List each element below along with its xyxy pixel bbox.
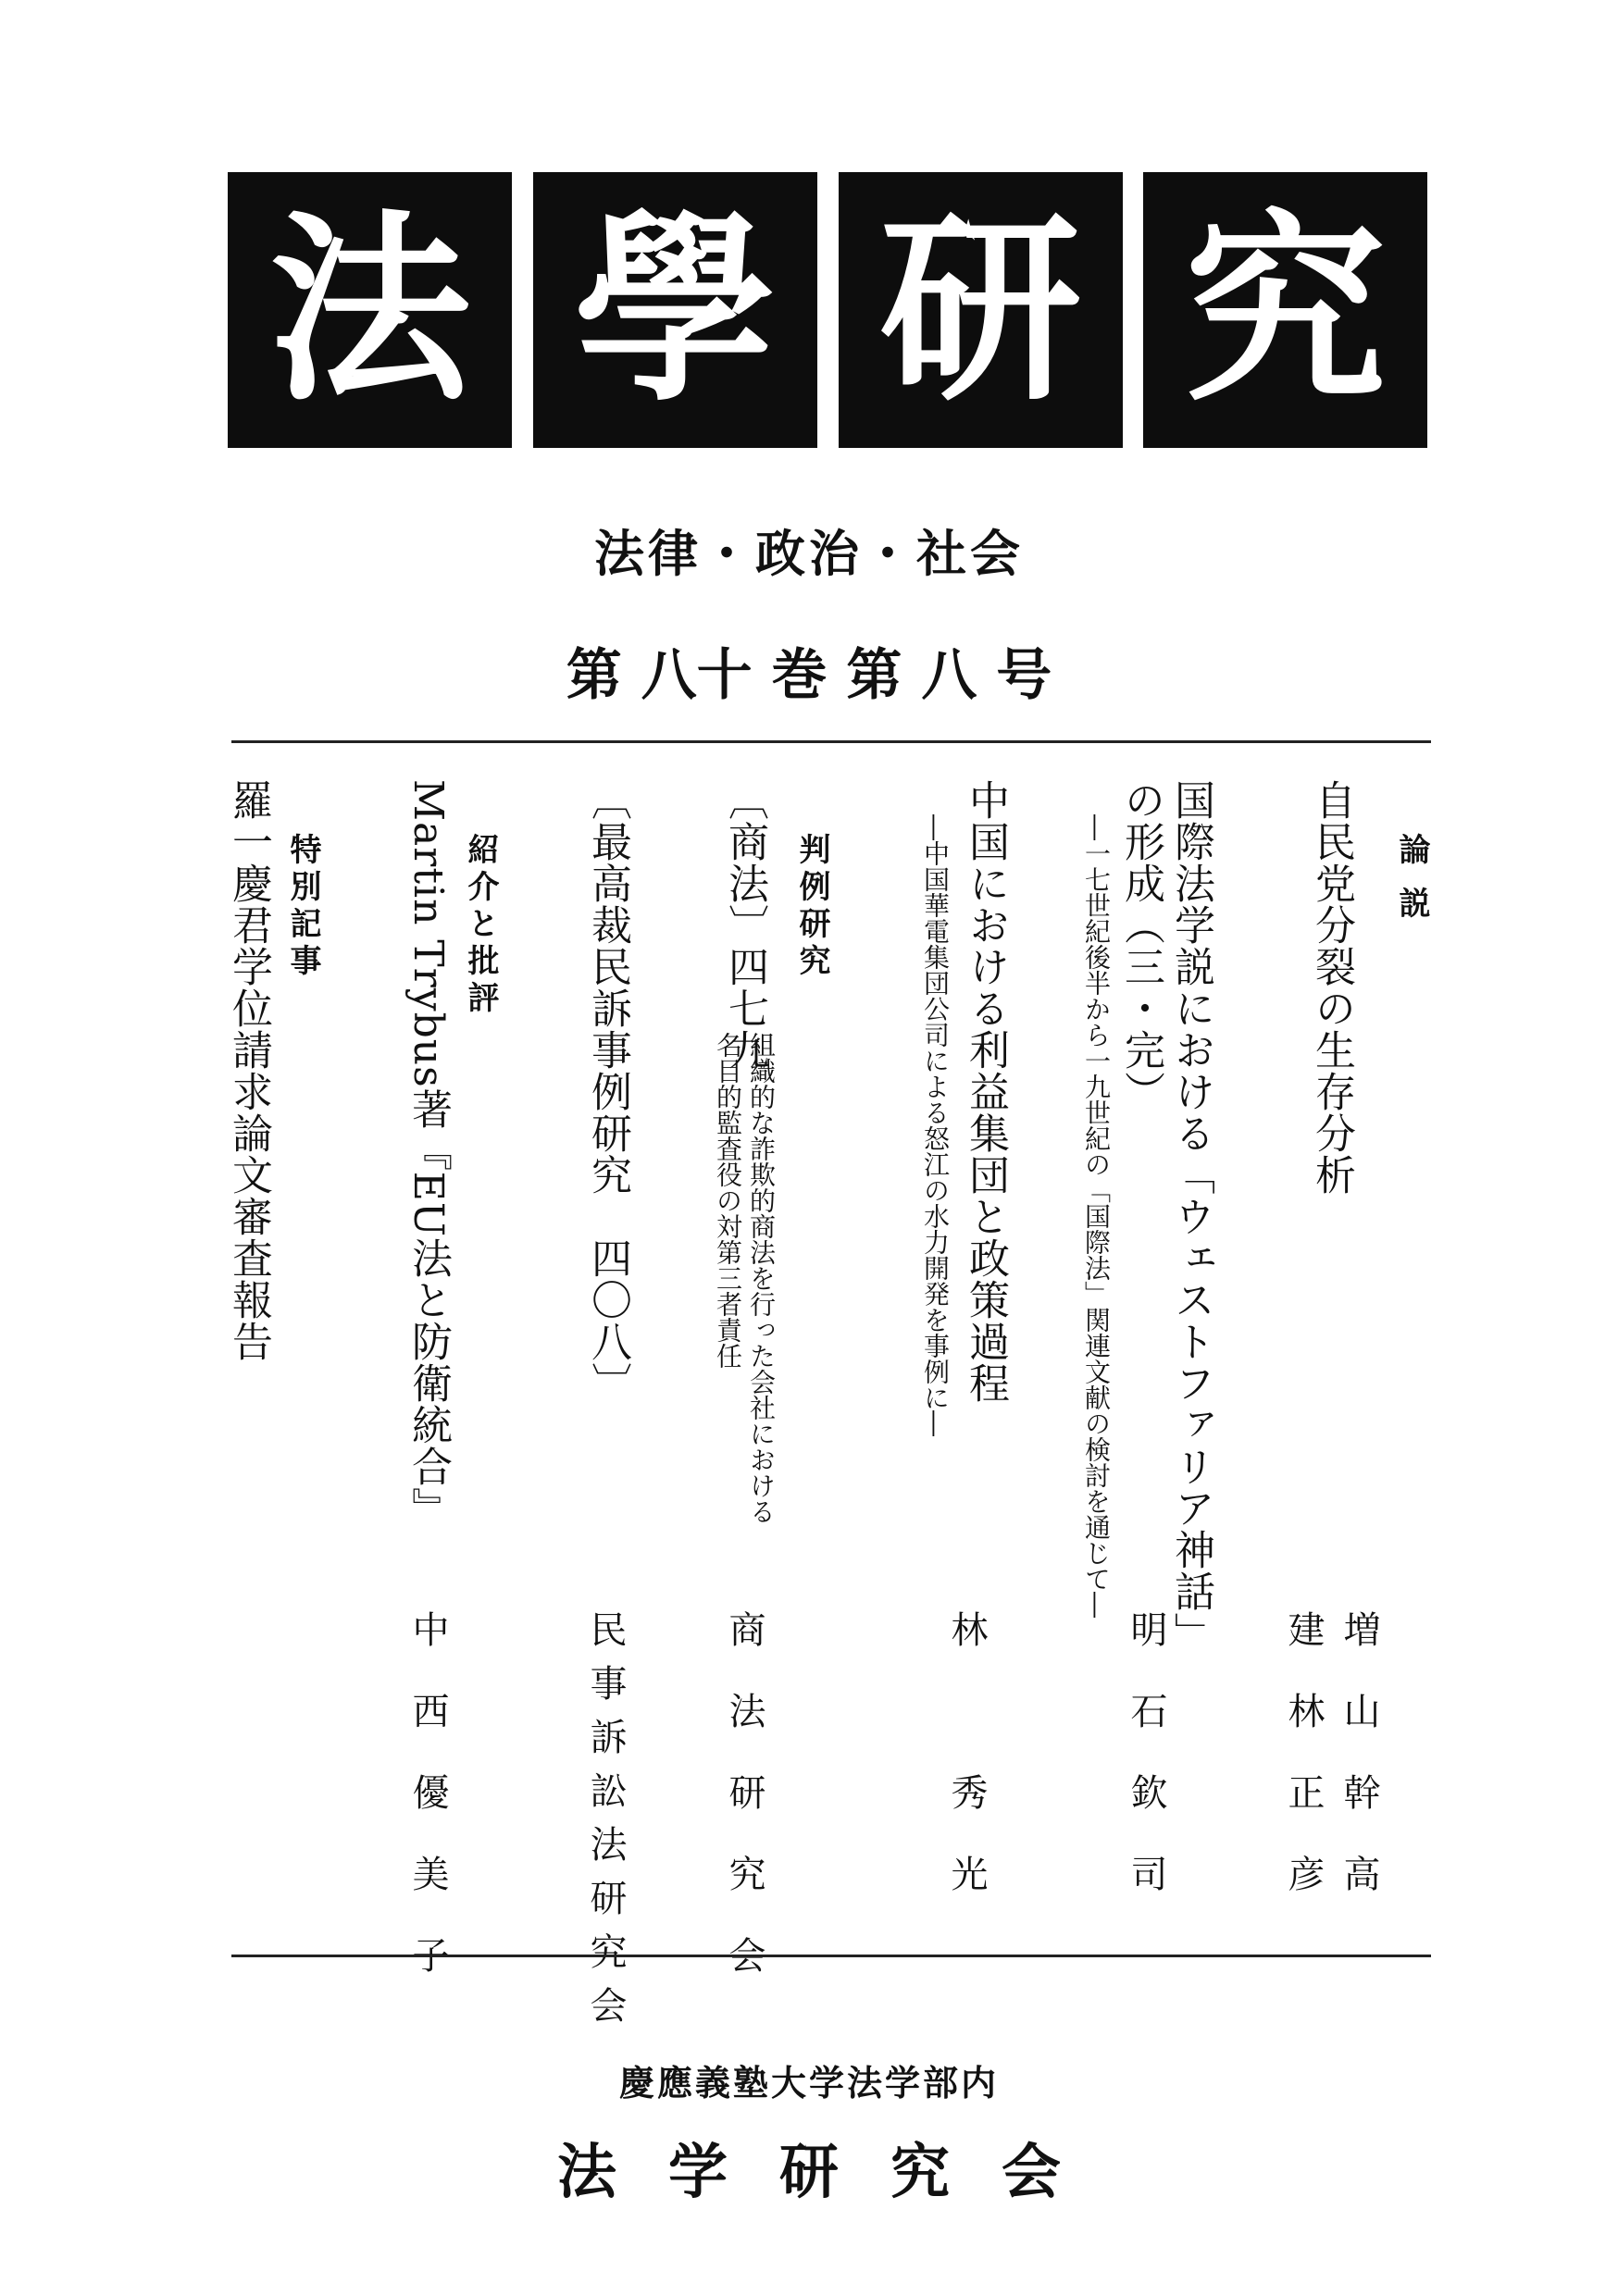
publisher-affiliation: 慶應義塾大学法学部内	[618, 2063, 999, 2104]
article-title: 自民党分裂の生存分析	[1308, 779, 1355, 1196]
section-heading-tokubetsu: 特別記事	[284, 833, 321, 981]
article-subtitle: ―一七世紀後半から一九世紀の「国際法」関連文献の検討を通じて―	[1081, 814, 1112, 1618]
article-author: 建林正彦	[1282, 1610, 1325, 1936]
special-article-title: 羅一慶君学位請求論文審査報告	[225, 779, 272, 1362]
case-title: 〔商法〕四七九	[721, 779, 768, 1071]
masthead	[228, 172, 1427, 448]
article-subtitle: ―中国華電集団公司による怒江の水力開発を事例に―	[920, 814, 951, 1436]
section-heading-hanrei: 判例研究	[793, 833, 830, 981]
section-heading-ronsetsu: 論 説	[1393, 833, 1430, 924]
article-title-continued: の形成（三・完）	[1117, 779, 1164, 1112]
review-author: 中西優美子	[406, 1610, 449, 2017]
masthead-char-3: 研	[839, 172, 1123, 448]
review-title: Martin Trybus著『EU法と防衛統合』	[404, 779, 452, 1529]
top-divider	[231, 740, 1431, 743]
article-author: 増山幹高	[1338, 1610, 1380, 1936]
case-subtitle-continued: 名目的監査役の対第三者責任	[713, 1032, 743, 1369]
masthead-char-4: 究	[1143, 172, 1427, 448]
masthead-char-2: 學	[533, 172, 817, 448]
bottom-divider	[231, 1955, 1431, 1957]
article-title: 中国における利益集団と政策過程	[962, 779, 1009, 1404]
section-heading-shokai: 紹介と批評	[462, 833, 499, 1018]
issue-number: 第 八十 巻 第 八 号	[566, 643, 1052, 708]
case-title: 〔最高裁民訴事例研究 四〇八〕	[584, 779, 631, 1404]
masthead-char-1: 法	[228, 172, 512, 448]
article-author: 林 秀光	[945, 1610, 988, 1936]
article-title: 国際法学説における「ウェストファリア神話」	[1167, 779, 1214, 1654]
journal-subtitle: 法律・政治・社会	[594, 525, 1024, 583]
case-subtitle: 組織的な詐欺的商法を行った会社における	[746, 1032, 777, 1524]
publisher-name: 法学研究会	[557, 2138, 1113, 2207]
case-author: 民事訴訟法研究会	[584, 1610, 627, 2040]
article-author: 明石欽司	[1125, 1610, 1167, 1936]
case-author: 商法研究会	[723, 1610, 765, 2017]
